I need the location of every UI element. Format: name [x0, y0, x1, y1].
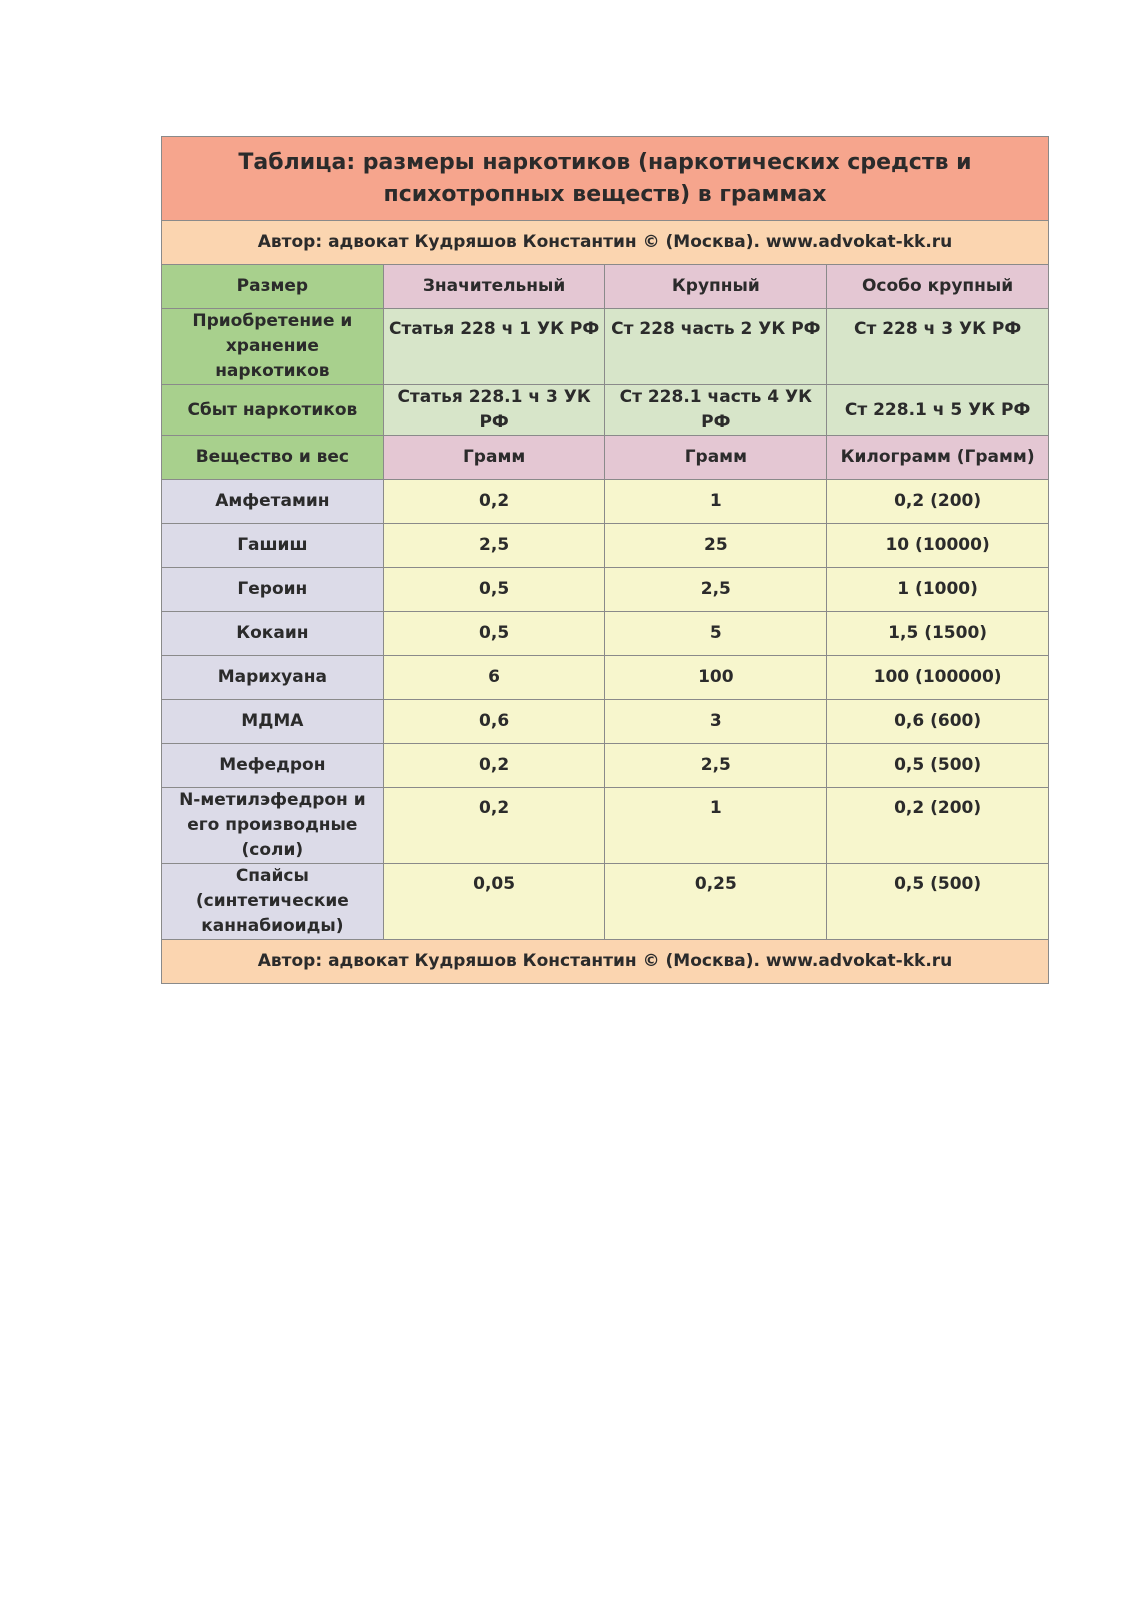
substance-name: N-метилэфедрон и его производные (соли): [162, 788, 384, 864]
substance-name: МДМА: [162, 700, 384, 744]
table-row: [162, 656, 1049, 700]
unit-cell: Грамм: [605, 436, 827, 480]
value-cell: 1: [605, 788, 827, 864]
header-especially-large: Особо крупный: [827, 265, 1049, 309]
unit-cell: Грамм: [383, 436, 605, 480]
table-row: [162, 744, 1049, 788]
value-cell: 0,2 (200): [827, 788, 1049, 864]
table-row: [162, 568, 1049, 612]
value-cell: 5: [605, 612, 827, 656]
value-cell: 2,5: [605, 744, 827, 788]
value-cell: 0,2 (200): [827, 480, 1049, 524]
law-cell: Ст 228 часть 2 УК РФ: [605, 309, 827, 385]
table-row: [162, 864, 1049, 940]
substance-name: Кокаин: [162, 612, 384, 656]
value-cell: 0,5 (500): [827, 864, 1049, 940]
header-large: Крупный: [605, 265, 827, 309]
value-cell: 1,5 (1500): [827, 612, 1049, 656]
substance-name: Амфетамин: [162, 480, 384, 524]
law-cell: Статья 228 ч 1 УК РФ: [383, 309, 605, 385]
substance-name: Спайсы (синтетические каннабиоиды): [162, 864, 384, 940]
value-cell: 2,5: [383, 524, 605, 568]
substance-name: Героин: [162, 568, 384, 612]
value-cell: 0,25: [605, 864, 827, 940]
author-line-top: Автор: адвокат Кудряшов Константин © (Москва). www.advokat-kk.ru: [162, 221, 1049, 265]
law-row-label-sale: Сбыт наркотиков: [162, 385, 384, 436]
value-cell: 0,5: [383, 568, 605, 612]
value-cell: 6: [383, 656, 605, 700]
value-cell: 3: [605, 700, 827, 744]
table-title: Таблица: размеры наркотиков (наркотических средств и психотропных веществ) в граммах: [162, 137, 1049, 221]
law-cell: Ст 228 ч 3 УК РФ: [827, 309, 1049, 385]
table-row: [162, 788, 1049, 864]
value-cell: 10 (10000): [827, 524, 1049, 568]
value-cell: 0,5 (500): [827, 744, 1049, 788]
value-cell: 0,6 (600): [827, 700, 1049, 744]
table-row: [162, 480, 1049, 524]
value-cell: 1 (1000): [827, 568, 1049, 612]
drug-size-table: [161, 136, 1049, 984]
law-cell: Статья 228.1 ч 3 УК РФ: [383, 385, 605, 436]
header-significant: Значительный: [383, 265, 605, 309]
value-cell: 0,5: [383, 612, 605, 656]
value-cell: 2,5: [605, 568, 827, 612]
value-cell: 100 (100000): [827, 656, 1049, 700]
value-cell: 100: [605, 656, 827, 700]
value-cell: 0,2: [383, 744, 605, 788]
value-cell: 0,2: [383, 788, 605, 864]
substance-name: Марихуана: [162, 656, 384, 700]
substance-name: Гашиш: [162, 524, 384, 568]
table-row: [162, 524, 1049, 568]
units-row-label: Вещество и вес: [162, 436, 384, 480]
unit-cell: Килограмм (Грамм): [827, 436, 1049, 480]
value-cell: 1: [605, 480, 827, 524]
law-cell: Ст 228.1 часть 4 УК РФ: [605, 385, 827, 436]
value-cell: 25: [605, 524, 827, 568]
value-cell: 0,2: [383, 480, 605, 524]
table-row: [162, 612, 1049, 656]
law-row-label-possession: Приобретение и хранение наркотиков: [162, 309, 384, 385]
value-cell: 0,6: [383, 700, 605, 744]
value-cell: 0,05: [383, 864, 605, 940]
substance-name: Мефедрон: [162, 744, 384, 788]
law-cell: Ст 228.1 ч 5 УК РФ: [827, 385, 1049, 436]
author-line-bottom: Автор: адвокат Кудряшов Константин © (Москва). www.advokat-kk.ru: [162, 940, 1049, 984]
table-row: [162, 700, 1049, 744]
header-size-label: Размер: [162, 265, 384, 309]
